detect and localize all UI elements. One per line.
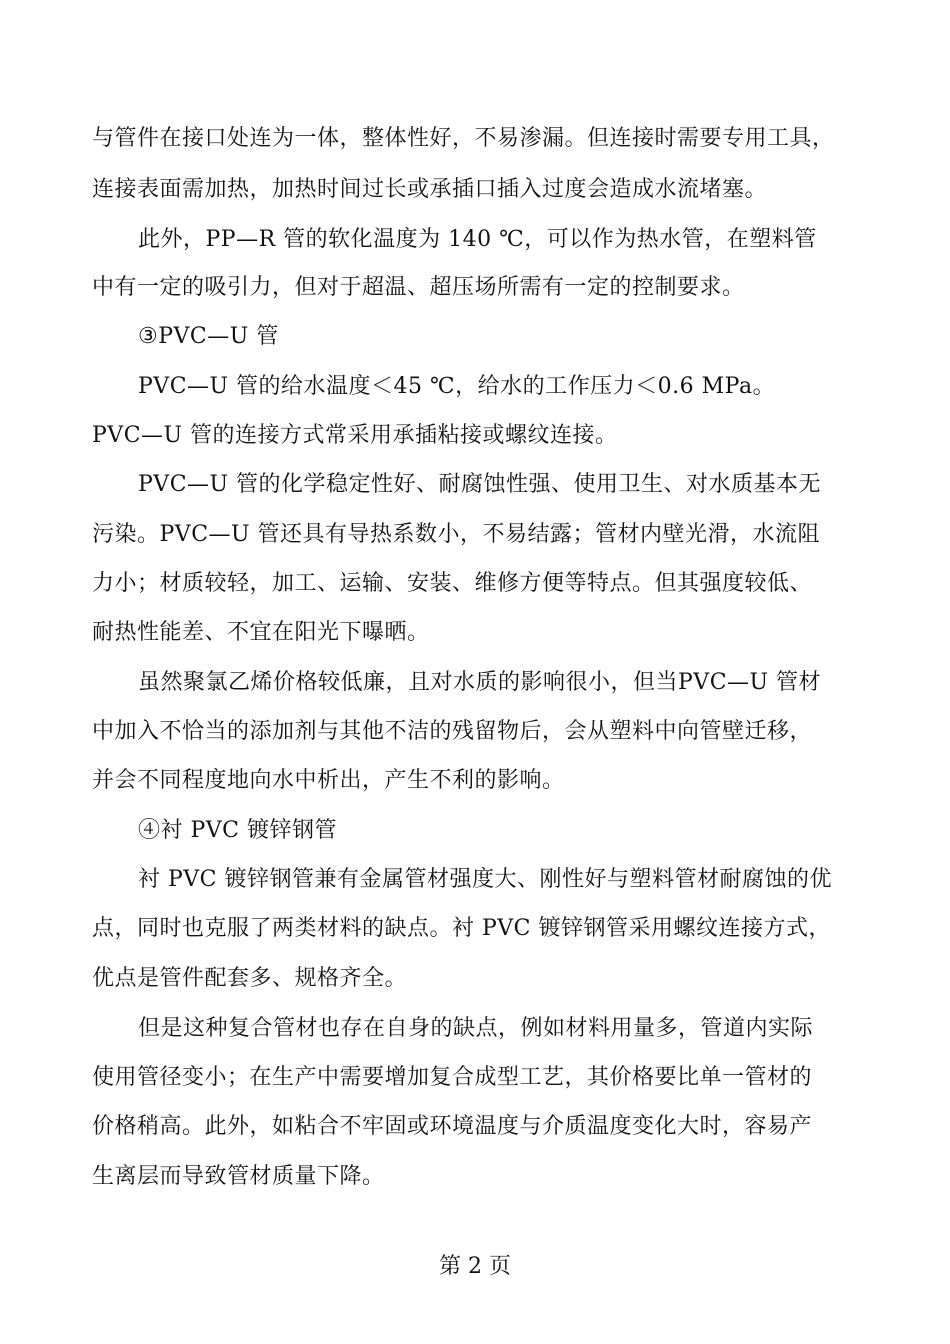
- text-line: 衬 PVC 镀锌钢管兼有金属管材强度大、刚性好与塑料管材耐腐蚀的优: [138, 867, 833, 892]
- text-line: 点，同时也克服了两类材料的缺点。衬 PVC 镀锌钢管采用螺纹连接方式，: [92, 916, 832, 941]
- text-line: 生离层而导致管材质量下降。: [92, 1164, 385, 1189]
- text-line: 中加入不恰当的添加剂与其他不洁的残留物后，会从塑料中向管壁迁移，: [92, 719, 813, 744]
- text-line: PVC—U 管的连接方式常采用承插粘接或螺纹连接。: [92, 423, 618, 448]
- text-line: PVC—U 管的化学稳定性好、耐腐蚀性强、使用卫生、对水质基本无: [138, 472, 822, 497]
- text-line: 耐热性能差、不宜在阳光下曝晒。: [92, 620, 430, 645]
- section-heading: ④衬 PVC 镀锌钢管: [138, 818, 338, 843]
- text-line: 污染。PVC—U 管还具有导热系数小，不易结露；管材内壁光滑，水流阻: [92, 522, 821, 547]
- text-line: 力小；材质较轻，加工、运输、安装、维修方便等特点。但其强度较低、: [92, 571, 813, 596]
- text-line: 与管件在接口处连为一体，整体性好，不易渗漏。但连接时需要专用工具，: [92, 126, 835, 151]
- text-line: 中有一定的吸引力，但对于超温、超压场所需有一定的控制要求。: [92, 275, 745, 300]
- page-number: 第 2 页: [439, 1254, 511, 1279]
- text-line: 使用管径变小；在生产中需要增加复合成型工艺，其价格要比单一管材的: [92, 1065, 813, 1090]
- text-line: 并会不同程度地向水中析出，产生不利的影响。: [92, 768, 565, 793]
- text-line: 连接表面需加热，加热时间过长或承插口插入过度会造成水流堵塞。: [92, 177, 768, 202]
- text-line: 优点是管件配套多、规格齐全。: [92, 966, 408, 991]
- text-line: 价格稍高。此外，如粘合不牢固或环境温度与介质温度变化大时，容易产: [92, 1114, 813, 1139]
- text-line: PVC—U 管的给水温度＜45 ℃，给水的工作压力＜0.6 MPa。: [138, 374, 776, 399]
- text-line: 但是这种复合管材也存在自身的缺点，例如材料用量多，管道内实际: [138, 1016, 814, 1041]
- text-line: 虽然聚氯乙烯价格较低廉，且对水质的影响很小，但当PVC—U 管材: [138, 670, 822, 695]
- text-line: 此外，PP—R 管的软化温度为 140 ℃，可以作为热水管，在塑料管: [138, 227, 817, 252]
- section-heading: ③PVC—U 管: [138, 324, 279, 349]
